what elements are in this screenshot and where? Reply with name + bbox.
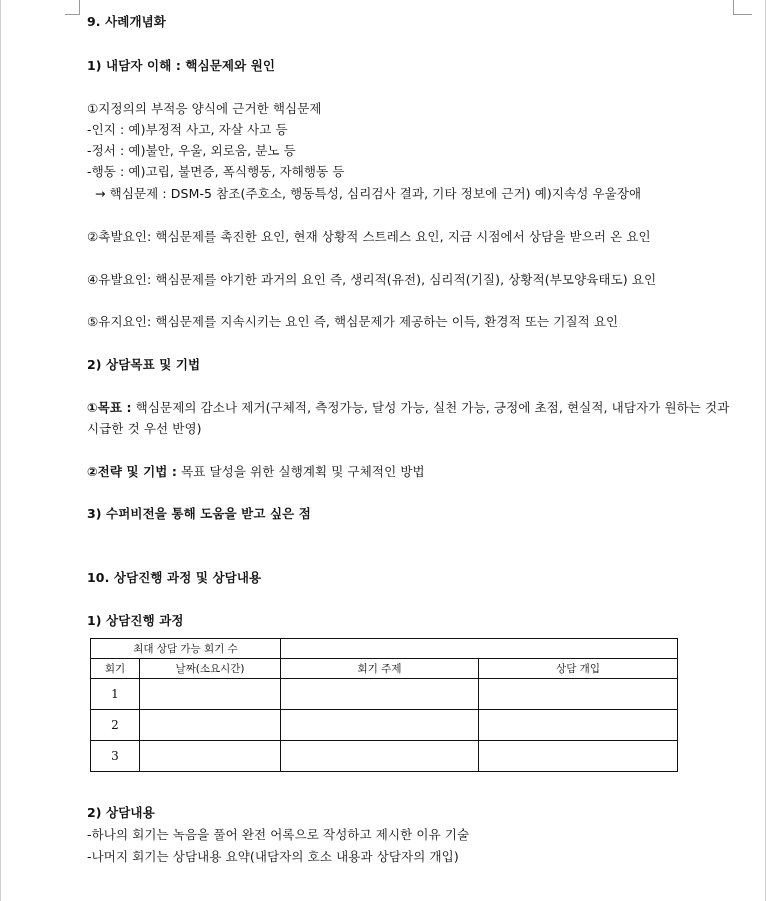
perpetuating-factors: ⑤유지요인: 핵심문제를 지속시키는 요인 즉, 핵심문제가 제공하는 이득, 환경적 또는 기질적 요인: [87, 314, 619, 329]
max-sessions-value[interactable]: [281, 639, 678, 659]
strategy-paragraph: [87, 462, 425, 480]
max-sessions-row: [91, 639, 678, 659]
core-problem-title: ①지정의의 부적응 양식에 근거한 핵심문제: [87, 101, 322, 116]
max-sessions-label: 최대 상담 가능 회기 수: [91, 639, 281, 659]
section9-heading: 9. 사례개념화: [87, 14, 166, 29]
table-row: [91, 710, 678, 741]
col-header-session: 회기: [91, 659, 140, 679]
section9-sub1-heading: 1) 내담자 이해 : 핵심문제와 원인: [87, 58, 276, 73]
precipitating-factors: ②촉발요인: 핵심문제를 촉진한 요인, 현재 상황적 스트레스 요인, 지금 시점에서 상담을 받으러 온 요인: [87, 229, 651, 244]
col-header-topic: 회기 주제: [281, 659, 479, 679]
strategy-label: ②전략 및 기법 :: [87, 464, 178, 479]
section10-heading: 10. 상담진행 과정 및 상담내용: [87, 570, 262, 585]
crop-mark-top-right: [733, 0, 752, 15]
session-intervention-cell[interactable]: [479, 741, 678, 772]
core-problem-cognition: -인지 : 예)부정적 사고, 자살 사고 등: [87, 122, 288, 137]
goal-text: 핵심문제의 감소나 제거(구체적, 측정가능, 달성 가능, 실천 가능, 긍정에 초점, 현실적, 내담자가 원하는 것과 시급한 것 우선 반영): [87, 400, 730, 436]
table-row: [91, 679, 678, 710]
session-topic-cell[interactable]: [281, 741, 479, 772]
session-topic-cell[interactable]: [281, 679, 479, 710]
crop-mark-top-left: [65, 0, 80, 15]
table-header-row: [91, 659, 678, 679]
session-number: 1: [91, 679, 140, 710]
session-intervention-cell[interactable]: [479, 710, 678, 741]
section10-sub1-heading: 1) 상담진행 과정: [87, 613, 184, 628]
core-problem-behavior: -행동 : 예)고립, 불면증, 폭식행동, 자해행동 등: [87, 164, 345, 179]
table-row: [91, 741, 678, 772]
section9-sub2-heading: 2) 상담목표 및 기법: [87, 357, 201, 372]
session-topic-cell[interactable]: [281, 710, 479, 741]
section9-sub3-heading: 3) 수퍼비전을 통해 도움을 받고 싶은 점: [87, 506, 311, 521]
session-number: 3: [91, 741, 140, 772]
core-problem-summary: → 핵심문제 : DSM-5 참조(주호소, 행동특성, 심리검사 결과, 기타 정보에 근거) 예)지속성 우울장애: [95, 186, 642, 201]
section10-sub2-heading: 2) 상담내용: [87, 805, 155, 820]
session-number: 2: [91, 710, 140, 741]
session-date-cell[interactable]: [140, 741, 281, 772]
strategy-text: 목표 달성을 위한 실행계획 및 구체적인 방법: [177, 464, 425, 479]
goal-paragraph: [87, 397, 733, 439]
col-header-date: 날짜(소요시간): [140, 659, 281, 679]
predisposing-factors: ④유발요인: 핵심문제를 야기한 과거의 요인 즉, 생리적(유전), 심리적(기질), 상황적(부모양육태도) 요인: [87, 272, 657, 287]
content-note-verbatim: -하나의 회기는 녹음을 풀어 완전 어록으로 작성하고 제시한 이유 기술: [87, 827, 470, 842]
session-schedule-table: [90, 638, 678, 772]
content-note-summary: -나머지 회기는 상담내용 요약(내담자의 호소 내용과 상담자의 개입): [87, 849, 459, 864]
core-problem-emotion: -정서 : 예)불안, 우울, 외로움, 분노 등: [87, 143, 296, 158]
session-date-cell[interactable]: [140, 679, 281, 710]
session-date-cell[interactable]: [140, 710, 281, 741]
col-header-intervention: 상담 개입: [479, 659, 678, 679]
session-intervention-cell[interactable]: [479, 679, 678, 710]
goal-label: ①목표 :: [87, 400, 132, 415]
